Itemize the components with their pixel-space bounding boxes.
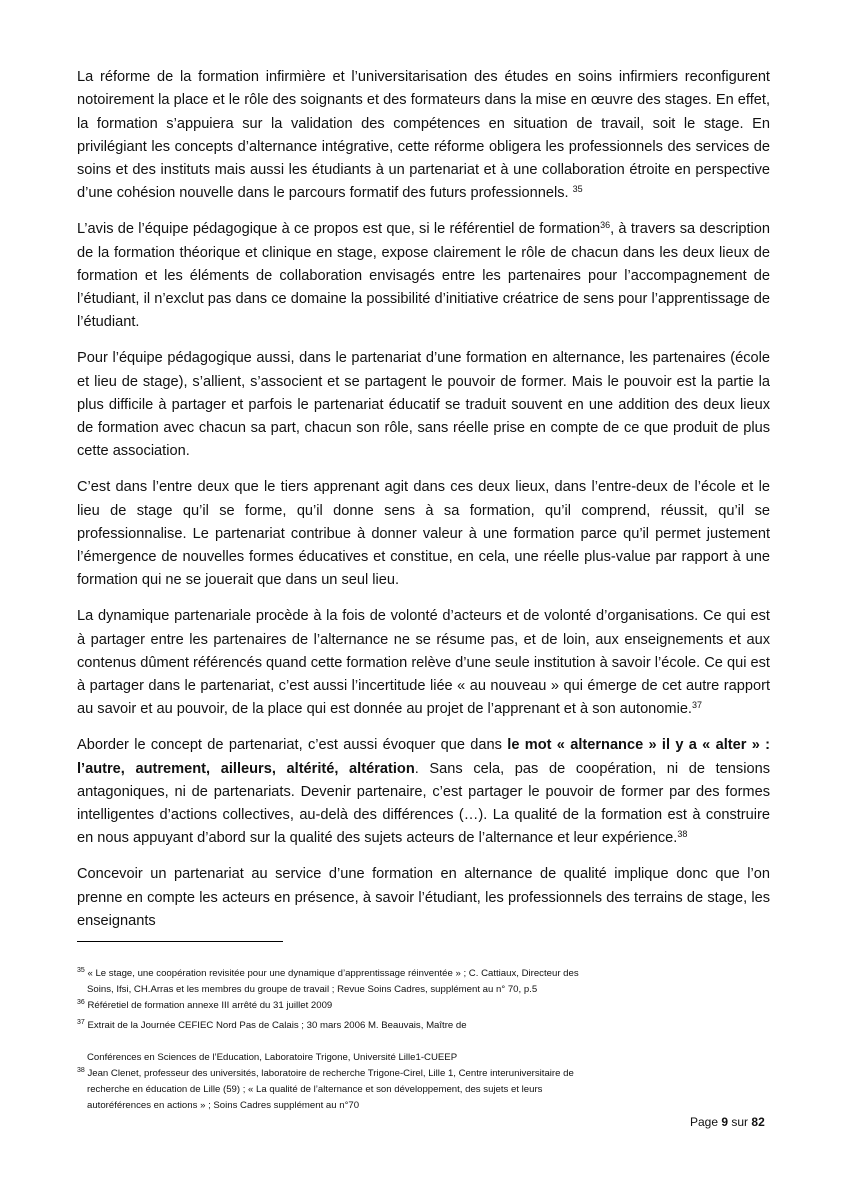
page-separator: sur	[728, 1115, 752, 1129]
paragraph-text: . Sans cela, pas de coopération, ni de tensions antagoniques, ni de partenariats. Devenir partenaire, c’est partager le pouvoir de former par des formes intelligentes d’actions collectives, au-delà des différences (…). La qualité de la formation est à construire en nous appuyant d’abord sur la qualité des sujets acteurs de l’alternance et leur expérience.	[77, 760, 770, 847]
footnote-ref-36[interactable]: 36	[600, 220, 611, 231]
footnote-text: Référetiel de formation annexe III arrêté du 31 juillet 2009	[84, 1000, 333, 1011]
footnote-text: autoréférences en actions » ; Soins Cadres supplément au n°70	[87, 1100, 360, 1111]
footnote-ref-38[interactable]: 38	[677, 829, 688, 840]
page-total: 82	[751, 1115, 765, 1129]
footnotes-continued	[77, 1018, 637, 1034]
paragraph-6	[77, 734, 770, 850]
page-number: 9	[721, 1115, 729, 1129]
footnote-text: Conférences en Sciences de l’Education, Laboratoire Trigone, Université Lille1-CUEEP	[87, 1052, 458, 1063]
footnote-text: recherche en éducation de Lille (59) ; « La qualité de l’alternance et son développement, des sujets et leurs	[87, 1084, 543, 1095]
bold-phrase: le mot « alternance » il y a « alter » : l’autre, autrement, ailleurs, altérité, altération	[77, 737, 770, 777]
footnote-37-cont	[77, 1050, 637, 1066]
footnote-ref-35[interactable]: 35	[572, 184, 583, 195]
footnote-37	[77, 1018, 637, 1034]
footnote-text: Extrait de la Journée CEFIEC Nord Pas de Calais ; 30 mars 2006 M. Beauvais, Maître de	[84, 1020, 467, 1031]
footnote-35	[77, 966, 637, 998]
paragraph-text: La dynamique partenariale procède à la fois de volonté d’acteurs et de volonté d’organisations. Ce qui est à partager entre les partenaires de l’alternance ne se résume pas, et de loin, aux enseignements et aux contenus dûment référencés quand cette formation relève d’une seule institution à savoir l’école. Ce qui est à partager dans le partenariat, c’est aussi l’incertitude liée « au nouveau » qui émerge de cet autre rapport au savoir et au pouvoir, de la place qui est donnée au projet de l’apprenant et à son autonomie.	[77, 608, 770, 718]
paragraph-4	[77, 476, 770, 592]
paragraph-7	[77, 863, 770, 933]
page-footer	[690, 1115, 765, 1129]
footnotes-continued-2	[77, 1050, 637, 1114]
footnote-number: 36	[77, 999, 85, 1006]
paragraph-1	[77, 66, 770, 206]
paragraph-text: Pour l’équipe pédagogique aussi, dans le partenariat d’une formation en alternance, les partenaires (école et lieu de stage), s’allient, s’associent et se partagent le pouvoir de former. Mais le pouvoir est la partie la plus difficile à partager et parfois le partenariat éducatif se traduit souvent en une addition des deux lieux de formation avec chacun sa part, chacun son rôle, sans réelle prise en compte de ce que produit de plus cette association.	[77, 350, 770, 460]
footnote-text: Soins, Ifsi, CH.Arras et les membres du groupe de travail ; Revue Soins Cadres, supplément au n° 70, p.5	[87, 984, 538, 995]
footnote-38	[77, 1066, 637, 1114]
paragraph-5	[77, 605, 770, 721]
footnote-ref-37[interactable]: 37	[692, 700, 703, 711]
paragraph-text: La réforme de la formation infirmière et l’universitarisation des études en soins infirmiers reconfigurent notoirement la place et le rôle des soignants et des formateurs dans la mise en œuvre des stages. En effet, la formation s’appuiera sur la validation des compétences en situation de travail, soit le stage. En privilégiant les concepts d’alternance intégrative, cette réforme obligera les professionnels des services de soins et des instituts mais aussi les étudiants à un partenariat et à une collaboration étroite en perspective d’une cohésion nouvelle dans le parcours formatif des futurs professionnels.	[77, 69, 770, 202]
paragraph-text: C’est dans l’entre deux que le tiers apprenant agit dans ces deux lieux, dans l’entre-deux de l’école et le lieu de stage qu’il se forme, qu’il donne sens à sa formation, qu’il comprend, réussit, qu’il se professionnalise. Le partenariat contribue à donner valeur à une formation parce qu’il permet justement l’émergence de nouvelles formes éducatives et constitue, en cela, une réelle plus-value par rapport à une formation qui ne se jouerait que dans un seul lieu.	[77, 479, 770, 589]
paragraph-text: Aborder le concept de partenariat, c’est aussi évoquer que dans	[77, 737, 508, 754]
paragraph-2	[77, 218, 770, 334]
footnote-number: 35	[77, 967, 85, 974]
paragraph-3	[77, 347, 770, 463]
paragraph-text: Concevoir un partenariat au service d’une formation en alternance de qualité implique donc que l’on prenne en compte les acteurs en présence, à savoir l’étudiant, les professionnels des terrains de stage, les enseignants	[77, 866, 770, 929]
footnote-text: « Le stage, une coopération revisitée pour une dynamique d’apprentissage réinventée » ; C. Cattiaux, Directeur des	[84, 968, 579, 979]
body-text	[77, 66, 770, 946]
footnote-number: 38	[77, 1067, 85, 1074]
page-label: Page	[690, 1115, 722, 1129]
paragraph-text: L’avis de l’équipe pédagogique à ce propos est que, si le référentiel de formation	[77, 221, 601, 238]
footnote-separator	[77, 941, 283, 942]
footnote-text: Jean Clenet, professeur des universités, laboratoire de recherche Trigone-Cirel, Lille 1, Centre interuniversitaire de	[84, 1068, 574, 1079]
paragraph-text: , à travers sa description de la formation théorique et clinique en stage, expose clairement le rôle de chacun dans les deux lieux de formation et les éléments de collaboration envisagés entre les partenaires pour l’accompagnement de l’étudiant, il n’exclut pas dans ce domaine la possibilité d’initiative créatrice de sens pour l’apprentissage de l’étudiant.	[77, 221, 771, 331]
footnote-number: 37	[77, 1019, 85, 1026]
footnote-36	[77, 998, 637, 1014]
footnotes	[77, 966, 637, 1014]
